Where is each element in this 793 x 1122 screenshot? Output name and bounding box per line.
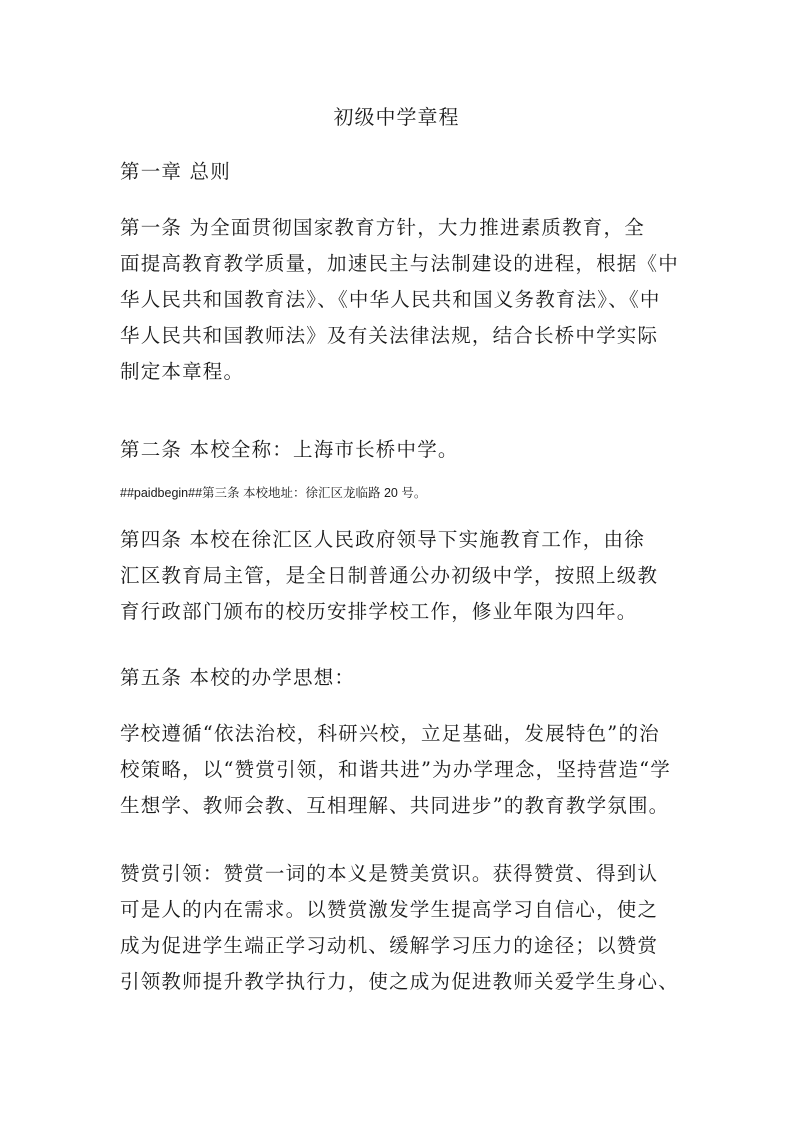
philosophy-line: 学校遵循“依法治校，科研兴校，立足基础，发展特色”的治 [120, 722, 660, 745]
article-4-line: 汇区教育局主管，是全日制普通公办初级中学，按照上级教 [120, 564, 659, 587]
chapter-heading-text: 第一章 总则 [120, 160, 231, 183]
document-title: 初级中学章程 [333, 105, 460, 129]
appreciation-line: 赞赏引领：赞赏一词的本义是赞美赏识。获得赞赏、得到认 [120, 862, 659, 885]
article-1 [120, 210, 679, 390]
philosophy-line: 校策略，以“赞赏引领，和谐共进”为办学理念，坚持营造“学 [120, 758, 672, 781]
article-1-line: 面提高教育教学质量，加速民主与法制建设的进程，根据《中 [120, 252, 679, 275]
philosophy-paragraph [120, 716, 676, 824]
article-5-text: 第五条 本校的办学思想： [120, 666, 356, 689]
article-2-text: 第二条 本校全称：上海市长桥中学。 [120, 438, 459, 461]
article-5 [120, 660, 676, 696]
article-1-line: 第一条 为全面贯彻国家教育方针，大力推进素质教育，全 [120, 216, 645, 239]
article-1-line: 华人民共和国教师法》及有关法律法规，结合长桥中学实际 [120, 324, 659, 347]
article-1-line: 制定本章程。 [120, 360, 245, 383]
article-4 [120, 522, 676, 630]
appreciation-line: 引领教师提升教学执行力，使之成为促进教师关爱学生身心、 [120, 970, 679, 993]
chapter-heading [120, 154, 676, 190]
article-1-line: 华人民共和国教育法》、《中华人民共和国义务教育法》、《中 [120, 288, 661, 311]
appreciation-paragraph [120, 856, 679, 1000]
article-3: ##paidbegin##第三条 本校地址：徐汇区龙临路 20 号。 [120, 486, 427, 500]
appreciation-line: 成为促进学生端正学习动机、缓解学习压力的途径；以赞赏 [120, 934, 659, 957]
article-4-line: 育行政部门颁布的校历安排学校工作，修业年限为四年。 [120, 600, 638, 623]
article-4-line: 第四条 本校在徐汇区人民政府领导下实施教育工作，由徐 [120, 528, 645, 551]
appreciation-line: 可是人的内在需求。以赞赏激发学生提高学习自信心，使之 [120, 898, 659, 921]
philosophy-line: 生想学、教师会教、互相理解、共同进步”的教育教学氛围。 [120, 794, 670, 817]
article-2 [120, 432, 676, 468]
